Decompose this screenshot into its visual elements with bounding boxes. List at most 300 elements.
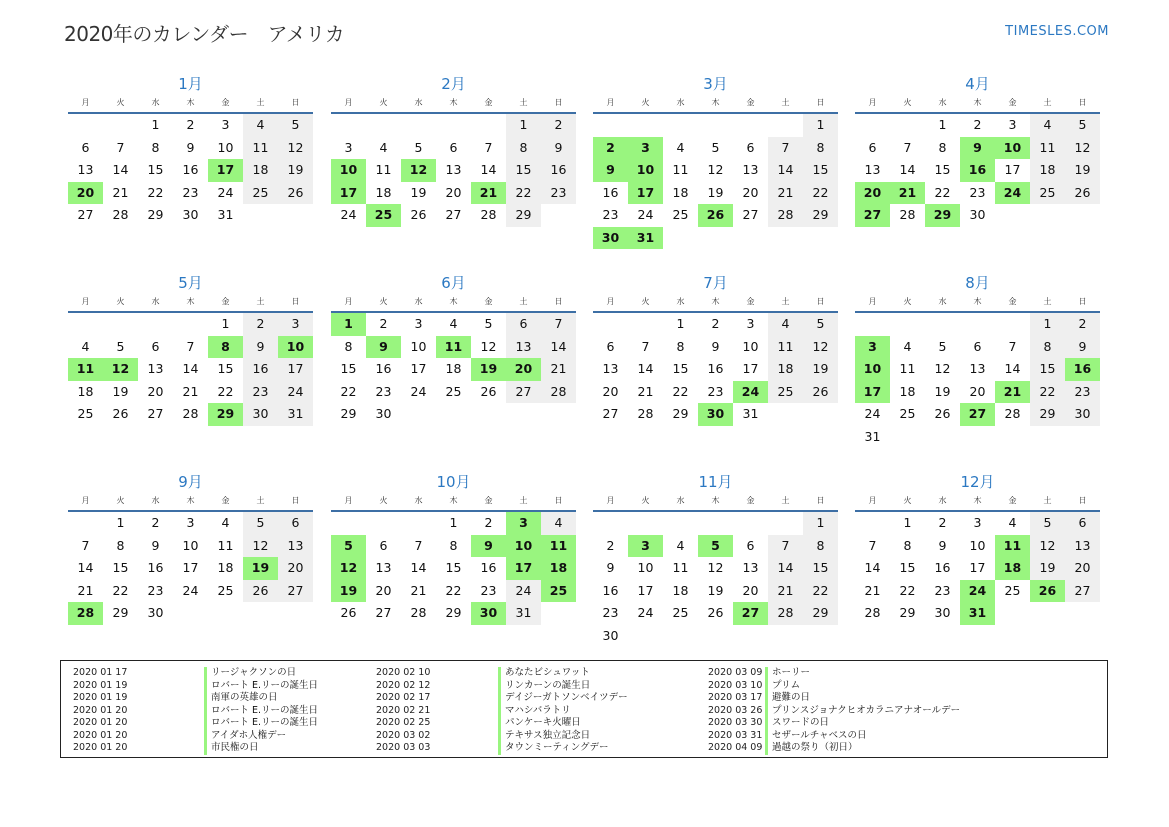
day-cell[interactable]: 26 bbox=[340, 605, 357, 620]
day-cell[interactable]: 3 bbox=[414, 316, 423, 331]
day-cell[interactable]: 7 bbox=[641, 338, 650, 354]
day-cell[interactable]: 11 bbox=[995, 535, 1030, 558]
day-cell[interactable]: 4 bbox=[243, 114, 278, 137]
day-cell[interactable]: 26 bbox=[698, 204, 733, 227]
day-cell[interactable]: 15 bbox=[340, 361, 357, 376]
day-cell[interactable]: 21 bbox=[768, 182, 803, 205]
day-cell[interactable]: 29 bbox=[803, 602, 838, 625]
day-cell[interactable]: 22 bbox=[340, 383, 357, 399]
day-cell[interactable]: 27 bbox=[147, 406, 164, 421]
day-cell[interactable]: 21 bbox=[864, 582, 881, 598]
day-cell[interactable]: 20 bbox=[969, 383, 986, 399]
day-cell[interactable]: 18 bbox=[1030, 159, 1065, 182]
day-cell[interactable]: 4 bbox=[1008, 515, 1017, 530]
day-cell[interactable]: 19 bbox=[1030, 557, 1065, 580]
day-cell[interactable]: 28 bbox=[410, 605, 427, 620]
day-cell[interactable]: 31 bbox=[960, 602, 995, 625]
day-cell[interactable]: 30 bbox=[593, 227, 628, 250]
day-cell[interactable]: 16 bbox=[480, 560, 497, 575]
day-cell[interactable]: 14 bbox=[541, 336, 576, 359]
day-cell[interactable]: 7 bbox=[186, 338, 195, 354]
day-cell[interactable]: 29 bbox=[1030, 403, 1065, 426]
day-cell[interactable]: 29 bbox=[112, 605, 129, 620]
day-cell[interactable]: 9 bbox=[151, 537, 160, 553]
day-cell[interactable]: 16 bbox=[541, 159, 576, 182]
day-cell[interactable]: 24 bbox=[506, 580, 541, 603]
day-cell[interactable]: 27 bbox=[742, 207, 759, 222]
day-cell[interactable]: 6 bbox=[151, 338, 160, 354]
day-cell[interactable]: 30 bbox=[375, 406, 392, 421]
day-cell[interactable]: 1 bbox=[1030, 313, 1065, 336]
day-cell[interactable]: 8 bbox=[208, 336, 243, 359]
day-cell[interactable]: 13 bbox=[506, 336, 541, 359]
day-cell[interactable]: 15 bbox=[506, 159, 541, 182]
day-cell[interactable]: 23 bbox=[147, 582, 164, 598]
day-cell[interactable]: 22 bbox=[445, 582, 462, 598]
day-cell[interactable]: 13 bbox=[602, 361, 619, 376]
day-cell[interactable]: 30 bbox=[471, 602, 506, 625]
day-cell[interactable]: 12 bbox=[707, 162, 724, 177]
day-cell[interactable]: 2 bbox=[938, 515, 947, 530]
day-cell[interactable]: 25 bbox=[672, 207, 689, 222]
day-cell[interactable]: 28 bbox=[864, 605, 881, 620]
day-cell[interactable]: 4 bbox=[676, 139, 685, 155]
day-cell[interactable]: 17 bbox=[331, 182, 366, 205]
day-cell[interactable]: 23 bbox=[602, 605, 619, 620]
day-cell[interactable]: 19 bbox=[278, 159, 313, 182]
day-cell[interactable]: 5 bbox=[1065, 114, 1100, 137]
day-cell[interactable]: 28 bbox=[899, 207, 916, 222]
day-cell[interactable]: 18 bbox=[375, 184, 392, 200]
day-cell[interactable]: 10 bbox=[217, 139, 234, 155]
day-cell[interactable]: 23 bbox=[934, 582, 951, 598]
day-cell[interactable]: 20 bbox=[742, 184, 759, 200]
day-cell[interactable]: 19 bbox=[331, 580, 366, 603]
day-cell[interactable]: 24 bbox=[637, 207, 654, 222]
day-cell[interactable]: 2 bbox=[606, 537, 615, 553]
day-cell[interactable]: 15 bbox=[934, 162, 951, 177]
day-cell[interactable]: 28 bbox=[541, 381, 576, 404]
day-cell[interactable]: 27 bbox=[960, 403, 995, 426]
day-cell[interactable]: 29 bbox=[340, 406, 357, 421]
day-cell[interactable]: 16 bbox=[707, 361, 724, 376]
day-cell[interactable]: 21 bbox=[890, 182, 925, 205]
day-cell[interactable]: 18 bbox=[995, 557, 1030, 580]
day-cell[interactable]: 26 bbox=[480, 383, 497, 399]
day-cell[interactable]: 4 bbox=[768, 313, 803, 336]
day-cell[interactable]: 1 bbox=[803, 114, 838, 137]
day-cell[interactable]: 31 bbox=[628, 227, 663, 250]
day-cell[interactable]: 31 bbox=[864, 428, 881, 444]
day-cell[interactable]: 9 bbox=[960, 137, 995, 160]
day-cell[interactable]: 29 bbox=[672, 406, 689, 421]
day-cell[interactable]: 1 bbox=[449, 515, 458, 530]
day-cell[interactable]: 23 bbox=[969, 184, 986, 200]
day-cell[interactable]: 19 bbox=[707, 184, 724, 200]
day-cell[interactable]: 12 bbox=[707, 560, 724, 575]
day-cell[interactable]: 24 bbox=[960, 580, 995, 603]
day-cell[interactable]: 8 bbox=[903, 537, 912, 553]
day-cell[interactable]: 23 bbox=[541, 182, 576, 205]
day-cell[interactable]: 22 bbox=[899, 582, 916, 598]
day-cell[interactable]: 24 bbox=[217, 184, 234, 200]
day-cell[interactable]: 10 bbox=[506, 535, 541, 558]
day-cell[interactable]: 12 bbox=[331, 557, 366, 580]
day-cell[interactable]: 20 bbox=[68, 182, 103, 205]
day-cell[interactable]: 5 bbox=[1030, 512, 1065, 535]
day-cell[interactable]: 3 bbox=[344, 139, 353, 155]
day-cell[interactable]: 1 bbox=[151, 117, 160, 132]
day-cell[interactable]: 7 bbox=[81, 537, 90, 553]
day-cell[interactable]: 16 bbox=[602, 582, 619, 598]
day-cell[interactable]: 24 bbox=[637, 605, 654, 620]
day-cell[interactable]: 11 bbox=[375, 162, 392, 177]
day-cell[interactable]: 20 bbox=[147, 383, 164, 399]
day-cell[interactable]: 3 bbox=[855, 336, 890, 359]
day-cell[interactable]: 24 bbox=[278, 381, 313, 404]
day-cell[interactable]: 3 bbox=[628, 535, 663, 558]
day-cell[interactable]: 19 bbox=[707, 582, 724, 598]
day-cell[interactable]: 23 bbox=[243, 381, 278, 404]
day-cell[interactable]: 24 bbox=[182, 582, 199, 598]
day-cell[interactable]: 22 bbox=[803, 580, 838, 603]
day-cell[interactable]: 5 bbox=[698, 535, 733, 558]
day-cell[interactable]: 13 bbox=[1065, 535, 1100, 558]
day-cell[interactable]: 14 bbox=[182, 361, 199, 376]
day-cell[interactable]: 15 bbox=[1030, 358, 1065, 381]
day-cell[interactable]: 5 bbox=[484, 316, 493, 331]
day-cell[interactable]: 10 bbox=[331, 159, 366, 182]
day-cell[interactable]: 7 bbox=[768, 137, 803, 160]
day-cell[interactable]: 26 bbox=[112, 406, 129, 421]
day-cell[interactable]: 28 bbox=[480, 207, 497, 222]
day-cell[interactable]: 25 bbox=[366, 204, 401, 227]
day-cell[interactable]: 3 bbox=[221, 117, 230, 132]
day-cell[interactable]: 4 bbox=[81, 338, 90, 354]
day-cell[interactable]: 1 bbox=[116, 515, 125, 530]
day-cell[interactable]: 10 bbox=[995, 137, 1030, 160]
day-cell[interactable]: 2 bbox=[593, 137, 628, 160]
day-cell[interactable]: 15 bbox=[899, 560, 916, 575]
day-cell[interactable]: 27 bbox=[77, 207, 94, 222]
day-cell[interactable]: 3 bbox=[186, 515, 195, 530]
day-cell[interactable]: 12 bbox=[934, 361, 951, 376]
day-cell[interactable]: 25 bbox=[243, 182, 278, 205]
day-cell[interactable]: 24 bbox=[864, 406, 881, 421]
day-cell[interactable]: 11 bbox=[672, 162, 689, 177]
day-cell[interactable]: 31 bbox=[742, 406, 759, 421]
day-cell[interactable]: 9 bbox=[471, 535, 506, 558]
day-cell[interactable]: 25 bbox=[672, 605, 689, 620]
day-cell[interactable]: 15 bbox=[803, 557, 838, 580]
day-cell[interactable]: 11 bbox=[768, 336, 803, 359]
day-cell[interactable]: 12 bbox=[401, 159, 436, 182]
day-cell[interactable]: 25 bbox=[768, 381, 803, 404]
day-cell[interactable]: 10 bbox=[969, 537, 986, 553]
day-cell[interactable]: 14 bbox=[864, 560, 881, 575]
day-cell[interactable]: 14 bbox=[112, 162, 129, 177]
day-cell[interactable]: 14 bbox=[768, 557, 803, 580]
day-cell[interactable]: 6 bbox=[379, 537, 388, 553]
day-cell[interactable]: 23 bbox=[1065, 381, 1100, 404]
day-cell[interactable]: 23 bbox=[480, 582, 497, 598]
day-cell[interactable]: 15 bbox=[445, 560, 462, 575]
day-cell[interactable]: 27 bbox=[602, 406, 619, 421]
day-cell[interactable]: 13 bbox=[375, 560, 392, 575]
day-cell[interactable]: 17 bbox=[278, 358, 313, 381]
day-cell[interactable]: 14 bbox=[899, 162, 916, 177]
day-cell[interactable]: 30 bbox=[969, 207, 986, 222]
day-cell[interactable]: 5 bbox=[331, 535, 366, 558]
day-cell[interactable]: 2 bbox=[186, 117, 195, 132]
day-cell[interactable]: 22 bbox=[217, 383, 234, 399]
day-cell[interactable]: 28 bbox=[68, 602, 103, 625]
day-cell[interactable]: 9 bbox=[606, 560, 615, 575]
day-cell[interactable]: 9 bbox=[938, 537, 947, 553]
day-cell[interactable]: 26 bbox=[410, 207, 427, 222]
day-cell[interactable]: 12 bbox=[243, 535, 278, 558]
day-cell[interactable]: 17 bbox=[855, 381, 890, 404]
day-cell[interactable]: 26 bbox=[1065, 182, 1100, 205]
day-cell[interactable]: 25 bbox=[1030, 182, 1065, 205]
day-cell[interactable]: 22 bbox=[147, 184, 164, 200]
day-cell[interactable]: 19 bbox=[243, 557, 278, 580]
day-cell[interactable]: 13 bbox=[742, 560, 759, 575]
day-cell[interactable]: 13 bbox=[278, 535, 313, 558]
day-cell[interactable]: 6 bbox=[746, 537, 755, 553]
day-cell[interactable]: 28 bbox=[182, 406, 199, 421]
day-cell[interactable]: 7 bbox=[903, 139, 912, 155]
day-cell[interactable]: 8 bbox=[938, 139, 947, 155]
day-cell[interactable]: 29 bbox=[147, 207, 164, 222]
day-cell[interactable]: 22 bbox=[112, 582, 129, 598]
day-cell[interactable]: 17 bbox=[410, 361, 427, 376]
day-cell[interactable]: 27 bbox=[375, 605, 392, 620]
day-cell[interactable]: 30 bbox=[243, 403, 278, 426]
day-cell[interactable]: 1 bbox=[903, 515, 912, 530]
day-cell[interactable]: 22 bbox=[934, 184, 951, 200]
day-cell[interactable]: 28 bbox=[768, 602, 803, 625]
day-cell[interactable]: 10 bbox=[410, 338, 427, 354]
day-cell[interactable]: 7 bbox=[1008, 338, 1017, 354]
day-cell[interactable]: 17 bbox=[182, 560, 199, 575]
day-cell[interactable]: 28 bbox=[768, 204, 803, 227]
day-cell[interactable]: 6 bbox=[506, 313, 541, 336]
day-cell[interactable]: 25 bbox=[77, 406, 94, 421]
day-cell[interactable]: 25 bbox=[1004, 582, 1021, 598]
day-cell[interactable]: 21 bbox=[768, 580, 803, 603]
day-cell[interactable]: 12 bbox=[803, 336, 838, 359]
day-cell[interactable]: 19 bbox=[410, 184, 427, 200]
day-cell[interactable]: 2 bbox=[1065, 313, 1100, 336]
day-cell[interactable]: 29 bbox=[445, 605, 462, 620]
day-cell[interactable]: 14 bbox=[637, 361, 654, 376]
day-cell[interactable]: 31 bbox=[217, 207, 234, 222]
day-cell[interactable]: 5 bbox=[938, 338, 947, 354]
day-cell[interactable]: 30 bbox=[147, 605, 164, 620]
day-cell[interactable]: 23 bbox=[375, 383, 392, 399]
day-cell[interactable]: 10 bbox=[742, 338, 759, 354]
day-cell[interactable]: 1 bbox=[676, 316, 685, 331]
day-cell[interactable]: 11 bbox=[217, 537, 234, 553]
day-cell[interactable]: 2 bbox=[151, 515, 160, 530]
day-cell[interactable]: 9 bbox=[711, 338, 720, 354]
day-cell[interactable]: 19 bbox=[1065, 159, 1100, 182]
day-cell[interactable]: 10 bbox=[278, 336, 313, 359]
day-cell[interactable]: 8 bbox=[151, 139, 160, 155]
day-cell[interactable]: 23 bbox=[182, 184, 199, 200]
day-cell[interactable]: 25 bbox=[217, 582, 234, 598]
day-cell[interactable]: 23 bbox=[602, 207, 619, 222]
day-cell[interactable]: 31 bbox=[506, 602, 541, 625]
day-cell[interactable]: 16 bbox=[934, 560, 951, 575]
day-cell[interactable]: 11 bbox=[436, 336, 471, 359]
day-cell[interactable]: 21 bbox=[995, 381, 1030, 404]
day-cell[interactable]: 18 bbox=[541, 557, 576, 580]
day-cell[interactable]: 29 bbox=[925, 204, 960, 227]
day-cell[interactable]: 4 bbox=[541, 512, 576, 535]
day-cell[interactable]: 29 bbox=[208, 403, 243, 426]
day-cell[interactable]: 15 bbox=[672, 361, 689, 376]
site-link[interactable]: TIMESLES.COM bbox=[1005, 24, 1109, 39]
day-cell[interactable]: 26 bbox=[707, 605, 724, 620]
day-cell[interactable]: 1 bbox=[803, 512, 838, 535]
day-cell[interactable]: 17 bbox=[506, 557, 541, 580]
day-cell[interactable]: 18 bbox=[243, 159, 278, 182]
day-cell[interactable]: 27 bbox=[506, 381, 541, 404]
day-cell[interactable]: 8 bbox=[676, 338, 685, 354]
day-cell[interactable]: 20 bbox=[445, 184, 462, 200]
day-cell[interactable]: 29 bbox=[506, 204, 541, 227]
day-cell[interactable]: 10 bbox=[628, 159, 663, 182]
day-cell[interactable]: 11 bbox=[899, 361, 916, 376]
day-cell[interactable]: 1 bbox=[331, 313, 366, 336]
day-cell[interactable]: 19 bbox=[471, 358, 506, 381]
day-cell[interactable]: 13 bbox=[445, 162, 462, 177]
day-cell[interactable]: 1 bbox=[221, 316, 230, 331]
day-cell[interactable]: 18 bbox=[217, 560, 234, 575]
day-cell[interactable]: 13 bbox=[969, 361, 986, 376]
day-cell[interactable]: 7 bbox=[868, 537, 877, 553]
day-cell[interactable]: 20 bbox=[375, 582, 392, 598]
day-cell[interactable]: 13 bbox=[147, 361, 164, 376]
day-cell[interactable]: 29 bbox=[899, 605, 916, 620]
day-cell[interactable]: 31 bbox=[278, 403, 313, 426]
day-cell[interactable]: 18 bbox=[672, 184, 689, 200]
day-cell[interactable]: 30 bbox=[698, 403, 733, 426]
day-cell[interactable]: 2 bbox=[711, 316, 720, 331]
day-cell[interactable]: 6 bbox=[81, 139, 90, 155]
day-cell[interactable]: 18 bbox=[77, 383, 94, 399]
day-cell[interactable]: 7 bbox=[414, 537, 423, 553]
day-cell[interactable]: 15 bbox=[217, 361, 234, 376]
day-cell[interactable]: 9 bbox=[186, 139, 195, 155]
day-cell[interactable]: 6 bbox=[868, 139, 877, 155]
day-cell[interactable]: 14 bbox=[480, 162, 497, 177]
day-cell[interactable]: 4 bbox=[903, 338, 912, 354]
day-cell[interactable]: 30 bbox=[1065, 403, 1100, 426]
day-cell[interactable]: 2 bbox=[541, 114, 576, 137]
day-cell[interactable]: 6 bbox=[606, 338, 615, 354]
day-cell[interactable]: 9 bbox=[541, 137, 576, 160]
day-cell[interactable]: 3 bbox=[1008, 117, 1017, 132]
day-cell[interactable]: 21 bbox=[637, 383, 654, 399]
day-cell[interactable]: 28 bbox=[637, 406, 654, 421]
day-cell[interactable]: 13 bbox=[742, 162, 759, 177]
day-cell[interactable]: 4 bbox=[379, 139, 388, 155]
day-cell[interactable]: 6 bbox=[449, 139, 458, 155]
day-cell[interactable]: 11 bbox=[243, 137, 278, 160]
day-cell[interactable]: 28 bbox=[1004, 406, 1021, 421]
day-cell[interactable]: 16 bbox=[1065, 358, 1100, 381]
day-cell[interactable]: 3 bbox=[278, 313, 313, 336]
day-cell[interactable]: 26 bbox=[803, 381, 838, 404]
day-cell[interactable]: 20 bbox=[602, 383, 619, 399]
day-cell[interactable]: 20 bbox=[1065, 557, 1100, 580]
day-cell[interactable]: 21 bbox=[471, 182, 506, 205]
day-cell[interactable]: 19 bbox=[803, 358, 838, 381]
day-cell[interactable]: 16 bbox=[147, 560, 164, 575]
day-cell[interactable]: 4 bbox=[676, 537, 685, 553]
day-cell[interactable]: 17 bbox=[969, 560, 986, 575]
day-cell[interactable]: 10 bbox=[855, 358, 890, 381]
day-cell[interactable]: 6 bbox=[1065, 512, 1100, 535]
day-cell[interactable]: 30 bbox=[182, 207, 199, 222]
day-cell[interactable]: 22 bbox=[672, 383, 689, 399]
day-cell[interactable]: 18 bbox=[899, 383, 916, 399]
day-cell[interactable]: 13 bbox=[77, 162, 94, 177]
day-cell[interactable]: 12 bbox=[1065, 137, 1100, 160]
day-cell[interactable]: 21 bbox=[182, 383, 199, 399]
day-cell[interactable]: 26 bbox=[1030, 580, 1065, 603]
day-cell[interactable]: 20 bbox=[742, 582, 759, 598]
day-cell[interactable]: 17 bbox=[742, 361, 759, 376]
day-cell[interactable]: 26 bbox=[934, 406, 951, 421]
day-cell[interactable]: 27 bbox=[445, 207, 462, 222]
day-cell[interactable]: 24 bbox=[340, 207, 357, 222]
day-cell[interactable]: 27 bbox=[1065, 580, 1100, 603]
day-cell[interactable]: 28 bbox=[112, 207, 129, 222]
day-cell[interactable]: 7 bbox=[541, 313, 576, 336]
day-cell[interactable]: 5 bbox=[243, 512, 278, 535]
day-cell[interactable]: 9 bbox=[1065, 336, 1100, 359]
day-cell[interactable]: 22 bbox=[1030, 381, 1065, 404]
day-cell[interactable]: 8 bbox=[344, 338, 353, 354]
day-cell[interactable]: 25 bbox=[899, 406, 916, 421]
day-cell[interactable]: 21 bbox=[541, 358, 576, 381]
day-cell[interactable]: 9 bbox=[243, 336, 278, 359]
day-cell[interactable]: 7 bbox=[484, 139, 493, 155]
day-cell[interactable]: 15 bbox=[803, 159, 838, 182]
day-cell[interactable]: 27 bbox=[733, 602, 768, 625]
day-cell[interactable]: 13 bbox=[864, 162, 881, 177]
day-cell[interactable]: 11 bbox=[1030, 137, 1065, 160]
day-cell[interactable]: 18 bbox=[768, 358, 803, 381]
day-cell[interactable]: 6 bbox=[278, 512, 313, 535]
day-cell[interactable]: 10 bbox=[637, 560, 654, 575]
day-cell[interactable]: 14 bbox=[768, 159, 803, 182]
day-cell[interactable]: 8 bbox=[803, 535, 838, 558]
day-cell[interactable]: 16 bbox=[375, 361, 392, 376]
day-cell[interactable]: 4 bbox=[1030, 114, 1065, 137]
day-cell[interactable]: 9 bbox=[593, 159, 628, 182]
day-cell[interactable]: 22 bbox=[803, 182, 838, 205]
day-cell[interactable]: 9 bbox=[366, 336, 401, 359]
day-cell[interactable]: 5 bbox=[711, 139, 720, 155]
day-cell[interactable]: 2 bbox=[484, 515, 493, 530]
day-cell[interactable]: 30 bbox=[602, 627, 619, 643]
day-cell[interactable]: 1 bbox=[506, 114, 541, 137]
